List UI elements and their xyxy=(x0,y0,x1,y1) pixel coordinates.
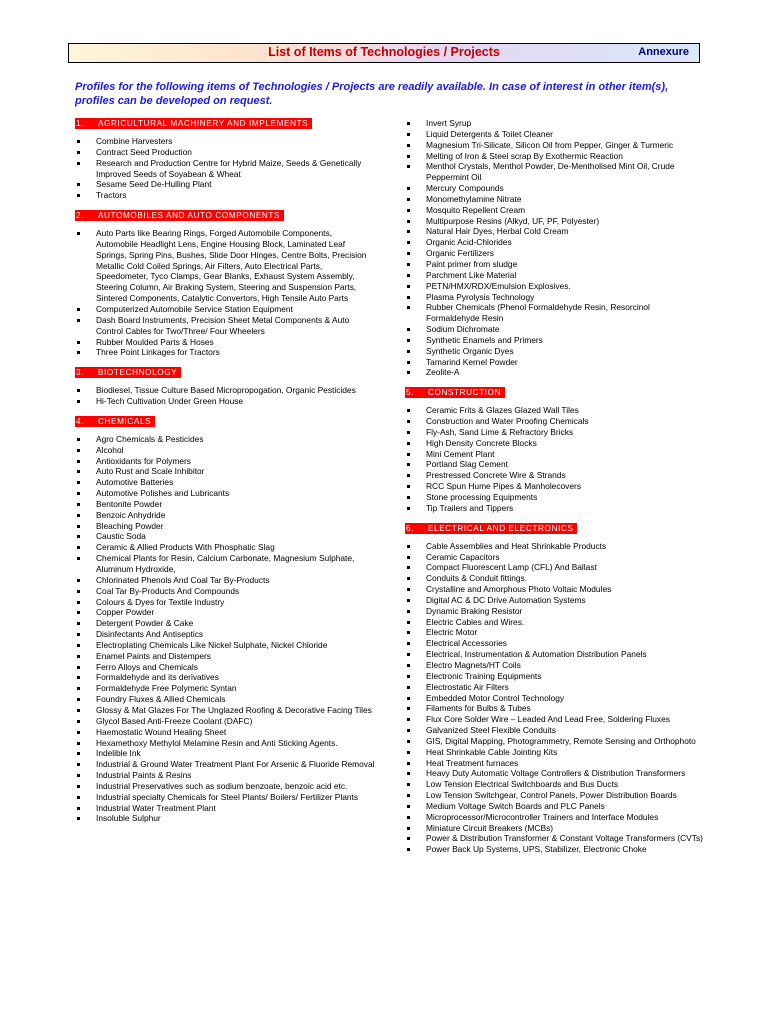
list-item: Electrostatic Air Filters xyxy=(405,682,705,693)
list-item: Digital AC & DC Drive Automation Systems xyxy=(405,595,705,606)
item-list xyxy=(75,434,375,824)
list-item: Heavy Duty Automatic Voltage Controllers & Distribution Transformers xyxy=(405,768,705,779)
list-item: Natural Hair Dyes, Herbal Cold Cream xyxy=(405,226,705,237)
list-item: Glossy & Mat Glazes For The Unglazed Roofing & Decorative Facing Tiles xyxy=(75,705,375,716)
list-item: Liquid Detergents & Toilet Cleaner xyxy=(405,129,705,140)
right-column xyxy=(405,118,705,855)
section-number: 4. xyxy=(76,416,85,426)
section-title: BIOTECHNOLOGY xyxy=(98,368,178,378)
list-item: Automotive Polishes and Lubricants xyxy=(75,488,375,499)
list-item: Rubber Moulded Parts & Hoses xyxy=(75,337,375,348)
list-item: Tamarind Kernel Powder xyxy=(405,357,705,368)
list-item: Contract Seed Production xyxy=(75,147,375,158)
section-title: CONSTRUCTION xyxy=(428,388,502,398)
list-item: Foundry Fluxes & Allied Chemicals xyxy=(75,694,375,705)
list-item: Electro Magnets/HT Coils xyxy=(405,660,705,671)
list-item: Electrical Accessories xyxy=(405,638,705,649)
list-item: Computerized Automobile Service Station Equipment xyxy=(75,304,375,315)
list-item: Prestressed Concrete Wire & Strands xyxy=(405,470,705,481)
section-heading xyxy=(405,523,577,534)
list-item: Synthetic Enamels and Primers xyxy=(405,335,705,346)
list-item: Medium Voltage Switch Boards and PLC Panels xyxy=(405,801,705,812)
list-item: Parchment Like Material xyxy=(405,270,705,281)
list-item: Agro Chemicals & Pesticides xyxy=(75,434,375,445)
list-item: Galvanized Steel Flexible Conduits xyxy=(405,725,705,736)
list-item: Three Point Linkages for Tractors xyxy=(75,347,375,358)
list-item: Automotive Batteries xyxy=(75,477,375,488)
list-item: Chemical Plants for Resin, Calcium Carbonate, Magnesium Sulphate, Aluminum Hydroxide, xyxy=(75,553,375,575)
list-item: Auto Rust and Scale Inhibitor xyxy=(75,466,375,477)
list-item: Magnesium Tri-Silicate, Silicon Oil from Pepper, Ginger & Turmeric xyxy=(405,140,705,151)
list-item: Heat Treatment furnaces xyxy=(405,758,705,769)
list-item: Multipurpose Resins (Alkyd, UF, PF, Polyester) xyxy=(405,216,705,227)
list-item: Paint primer from sludge xyxy=(405,259,705,270)
list-item: Synthetic Organic Dyes xyxy=(405,346,705,357)
list-item: Industrial & Ground Water Treatment Plant For Arsenic & Fluoride Removal xyxy=(75,759,375,770)
list-item: Alcohol xyxy=(75,445,375,456)
list-item: Portland Slag Cement xyxy=(405,459,705,470)
section-number: 1. xyxy=(76,119,85,128)
item-list xyxy=(75,228,375,358)
list-item: Monomethylamine Nitrate xyxy=(405,194,705,205)
list-item: Industrial specialty Chemicals for Steel Plants/ Boilers/ Fertilizer Plants xyxy=(75,792,375,803)
list-item: Hi-Tech Cultivation Under Green House xyxy=(75,396,375,407)
item-list xyxy=(405,405,705,513)
list-item: Cable Assemblies and Heat Shrinkable Products xyxy=(405,541,705,552)
list-item: Tractors xyxy=(75,190,375,201)
section-heading xyxy=(75,367,181,378)
list-item: Coal Tar By-Products And Compounds xyxy=(75,586,375,597)
list-item: Colours & Dyes for Textile Industry xyxy=(75,597,375,608)
list-item: Ceramic & Allied Products With Phosphatic Slag xyxy=(75,542,375,553)
list-item: Filaments for Bulbs & Tubes xyxy=(405,703,705,714)
list-item: PETN/HMX/RDX/Emulsion Explosives. xyxy=(405,281,705,292)
list-item: Compact Fluorescent Lamp (CFL) And Ballast xyxy=(405,562,705,573)
list-item: Invert Syrup xyxy=(405,118,705,129)
list-item: Ceramic Frits & Glazes Glazed Wall Tiles xyxy=(405,405,705,416)
section-heading xyxy=(75,118,312,129)
section-heading xyxy=(75,210,284,221)
list-item: Menthol Crystals, Menthol Powder, De-Mentholised Mint Oil, Crude Peppermint Oil xyxy=(405,161,705,183)
list-item: Mini Cement Plant xyxy=(405,449,705,460)
list-item: Low Tension Switchgear, Control Panels, Power Distribution Boards xyxy=(405,790,705,801)
list-item: High Density Concrete Blocks xyxy=(405,438,705,449)
list-item: Zeolite-A xyxy=(405,367,705,378)
list-item: Insoluble Sulphur xyxy=(75,813,375,824)
list-item: RCC Spun Hume Pipes & Manholecovers xyxy=(405,481,705,492)
page-header xyxy=(68,43,700,63)
intro-text: Profiles for the following items of Technologies / Projects are readily available. In case of interest in other item(s), profiles can be developed on request. xyxy=(75,81,669,107)
list-item: Bleaching Powder xyxy=(75,521,375,532)
list-item: Power Back Up Systems, UPS, Stabilizer, Electronic Choke xyxy=(405,844,705,855)
section-electrical-and-electronics xyxy=(405,523,705,855)
section-construction xyxy=(405,387,705,513)
section-biotechnology xyxy=(75,367,375,407)
list-item: Melting of Iron & Steel scrap By Exothermic Reaction xyxy=(405,151,705,162)
list-item: Caustic Soda xyxy=(75,531,375,542)
list-item: Dash Board Instruments, Precision Sheet Metal Components & Auto Control Cables for Two/Three/ Four Wheelers xyxy=(75,315,375,337)
list-item: Glycol Based Anti-Freeze Coolant (DAFC) xyxy=(75,716,375,727)
list-item: Antioxidants for Polymers xyxy=(75,456,375,467)
section-heading xyxy=(405,387,505,398)
section-title: ELECTRICAL AND ELECTRONICS xyxy=(428,523,574,533)
list-item: Low Tension Electrical Switchboards and Bus Ducts xyxy=(405,779,705,790)
list-item: Haemostatic Wound Healing Sheet xyxy=(75,727,375,738)
list-item: Research and Production Centre for Hybrid Maize, Seeds & Genetically Improved Seeds of Soyabean & Wheat xyxy=(75,158,375,180)
list-item: Stone processing Equipments xyxy=(405,492,705,503)
list-item: Disinfectants And Antiseptics xyxy=(75,629,375,640)
list-item: Industrial Paints & Resins xyxy=(75,770,375,781)
item-list xyxy=(75,385,375,407)
list-item: Ferro Alloys and Chemicals xyxy=(75,662,375,673)
list-item: Plasma Pyrolysis Technology xyxy=(405,292,705,303)
section-title: AGRICULTURAL MACHINERY AND IMPLEMENTS xyxy=(98,119,309,128)
list-item: Indelible Ink xyxy=(75,748,375,759)
list-item: Ceramic Capacitors xyxy=(405,552,705,563)
list-item: Dynamic Braking Resistor xyxy=(405,606,705,617)
list-item: Sodium Dichromate xyxy=(405,324,705,335)
section-automobiles-and-auto-components xyxy=(75,210,375,358)
list-item: Industrial Water Treatment Plant xyxy=(75,803,375,814)
section-number: 6. xyxy=(406,523,415,533)
list-item: Benzoic Anhydride xyxy=(75,510,375,521)
list-item: Tip Trailers and Tippers xyxy=(405,503,705,514)
section-heading xyxy=(75,416,155,427)
section-number: 5. xyxy=(406,388,415,398)
list-item: Microprocessor/Microcontroller Trainers and Interface Modules xyxy=(405,812,705,823)
list-item: Electronic Training Equipments xyxy=(405,671,705,682)
list-item: Crystalline and Amorphous Photo Voltaic Modules xyxy=(405,584,705,595)
section-chemicals xyxy=(75,416,375,824)
list-item: Fly-Ash, Sand Lime & Refractory Bricks xyxy=(405,427,705,438)
list-item: Formaldehyde Free Polymeric Syntan xyxy=(75,683,375,694)
list-item: Conduits & Conduit fittings. xyxy=(405,573,705,584)
list-item: Auto Parts like Bearing Rings, Forged Automobile Components, Automobile Headlight Lens, Engine Housing Block, Laminated Leaf Springs, Spring Pins, Bushes, Slide Door Hinges, Centre Bolts, Precision Metallic Cold Coiled Springs, Air Filters, Auto Electrical Parts, Speedometer, Tyco Clamps, Gear Blanks, Exhaust System Assembly, Steering Column, Air Braking System, Steering and Suspension Parts, Sintered Components, Catalytic Convertors, High Tensile Auto Parts xyxy=(75,228,375,304)
list-item: Electric Cables and Wires. xyxy=(405,617,705,628)
list-item: Mercury Compounds xyxy=(405,183,705,194)
list-item: Rubber Chemicals (Phenol Formaldehyde Resin, Resorcinol Formaldehyde Resin xyxy=(405,302,705,324)
list-item: Electroplating Chemicals Like Nickel Sulphate, Nickel Chloride xyxy=(75,640,375,651)
list-item: Chlorinated Phenols And Coal Tar By-Products xyxy=(75,575,375,586)
section-title: AUTOMOBILES AND AUTO COMPONENTS xyxy=(98,211,281,221)
list-item: GIS, Digital Mapping, Photogrammetry, Remote Sensing and Orthophoto xyxy=(405,736,705,747)
list-item: Biodiesel, Tissue Culture Based Micropropogation, Organic Pesticides xyxy=(75,385,375,396)
list-item: Power & Distribution Transformer & Constant Voltage Transformers (CVTs) xyxy=(405,833,705,844)
section-number: 3. xyxy=(76,368,85,378)
list-item: Electrical, Instrumentation & Automation Distribution Panels xyxy=(405,649,705,660)
list-item: Formaldehyde and its derivatives xyxy=(75,672,375,683)
section-title: CHEMICALS xyxy=(98,416,152,426)
list-item: Bentonite Powder xyxy=(75,499,375,510)
list-item: Embedded Motor Control Technology xyxy=(405,693,705,704)
list-item: Organic Fertilizers xyxy=(405,248,705,259)
item-list xyxy=(75,136,375,201)
list-item: Electric Motor xyxy=(405,627,705,638)
section-agricultural-machinery-and-implements xyxy=(75,118,375,201)
annexure-label: Annexure xyxy=(638,46,689,58)
list-item: Detergent Powder & Cake xyxy=(75,618,375,629)
list-item: Heat Shrinkable Cable Jointing Kits xyxy=(405,747,705,758)
left-column xyxy=(75,118,375,824)
list-item: Enamel Paints and Distempers xyxy=(75,651,375,662)
list-item: Industrial Preservatives such as sodium benzoate, benzoic acid etc. xyxy=(75,781,375,792)
list-item: Hexamethoxy Methylol Melamine Resin and Anti Sticking Agents. xyxy=(75,738,375,749)
item-list xyxy=(405,541,705,855)
list-item: Mosquito Repellent Cream xyxy=(405,205,705,216)
list-item: Organic Acid-Chlorides xyxy=(405,237,705,248)
list-item: Copper Powder xyxy=(75,607,375,618)
list-item: Combine Harvesters xyxy=(75,136,375,147)
page-title: List of Items of Technologies / Projects xyxy=(268,45,500,59)
section-number: 2. xyxy=(76,211,85,221)
list-item: Flux Core Solder Wire – Leaded And Lead Free, Soldering Fluxes xyxy=(405,714,705,725)
list-item: Construction and Water Proofing Chemicals xyxy=(405,416,705,427)
item-list xyxy=(405,118,705,378)
list-item: Miniature Circuit Breakers (MCBs) xyxy=(405,823,705,834)
list-item: Sesame Seed De-Hulling Plant xyxy=(75,179,375,190)
